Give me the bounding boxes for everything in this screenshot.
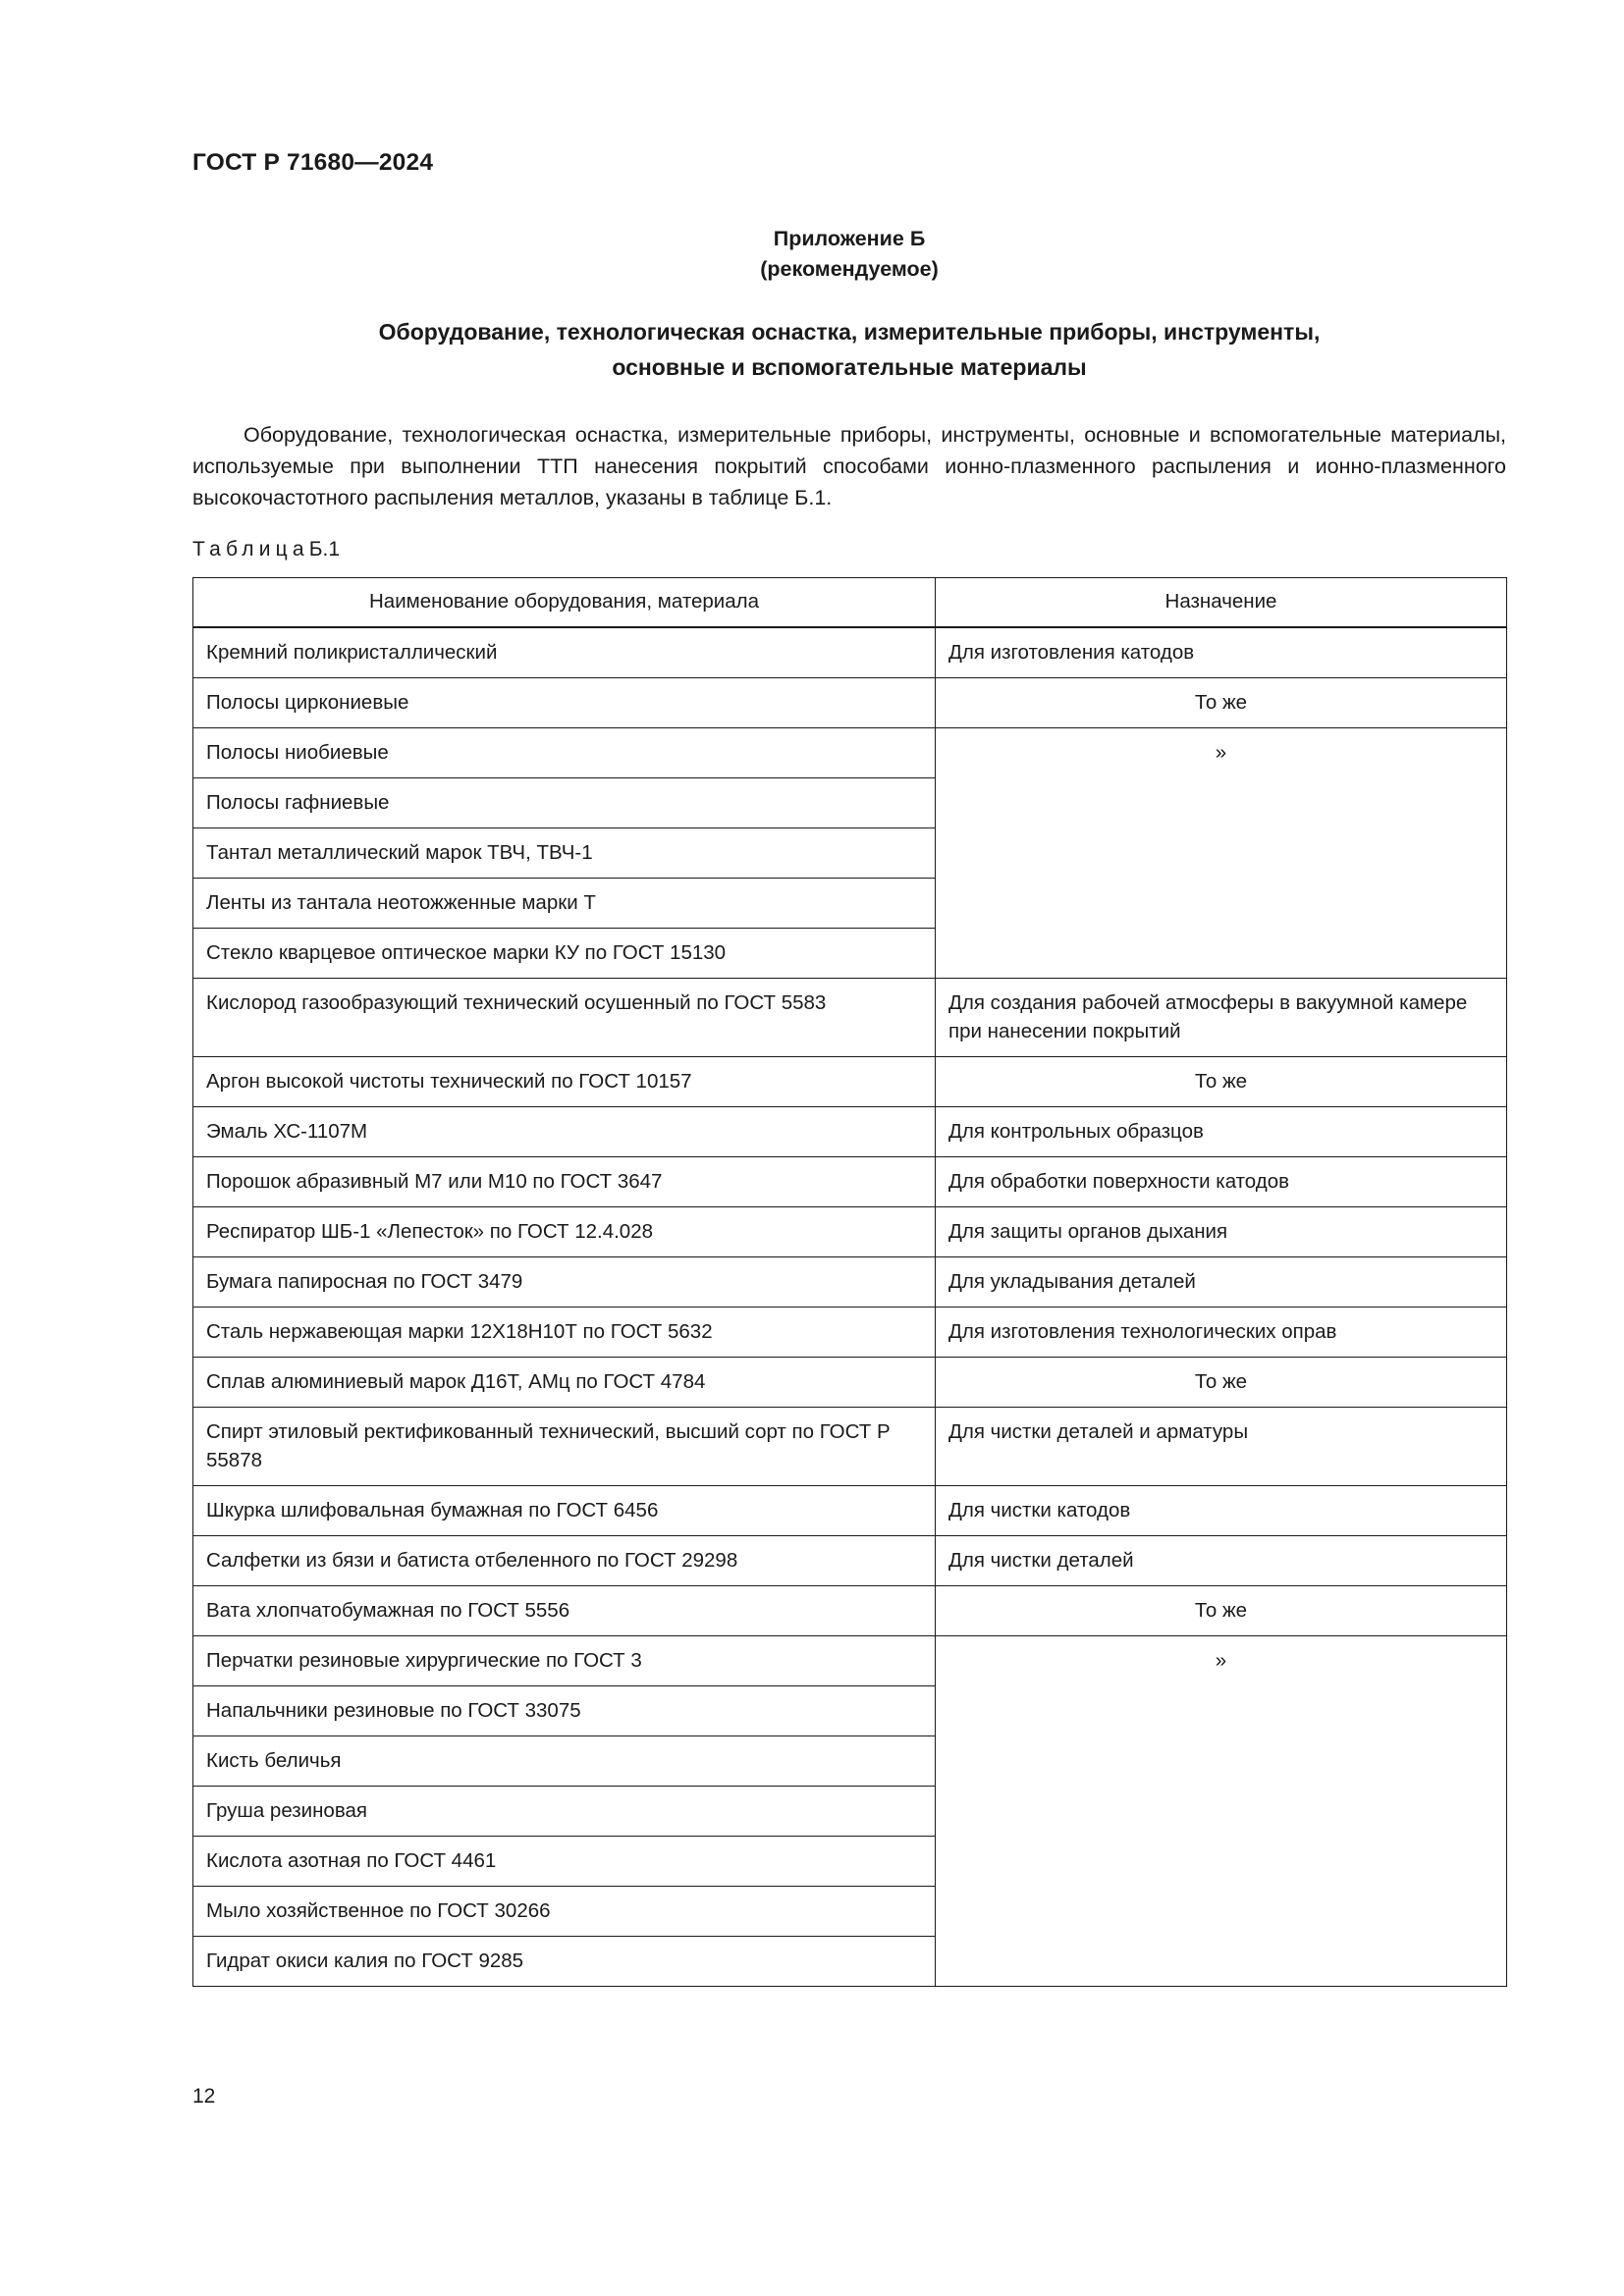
- cell-purpose: То же: [936, 1586, 1507, 1636]
- table-row: [193, 1157, 1507, 1207]
- table-row: [193, 1207, 1507, 1257]
- cell-equipment-name: Напальчники резиновые по ГОСТ 33075: [193, 1686, 936, 1736]
- cell-equipment-name: Респиратор ШБ-1 «Лепесток» по ГОСТ 12.4.028: [193, 1207, 936, 1257]
- cell-purpose: Для обработки поверхности катодов: [936, 1157, 1507, 1207]
- cell-equipment-name: Бумага папиросная по ГОСТ 3479: [193, 1257, 936, 1308]
- cell-equipment-name: Полосы ниобиевые: [193, 728, 936, 778]
- annex-heading-block: [192, 224, 1506, 385]
- cell-equipment-name: Сплав алюминиевый марок Д16Т, АМц по ГОСТ 4784: [193, 1358, 936, 1408]
- annex-label: Приложение Б: [773, 227, 926, 250]
- cell-purpose: »: [936, 1636, 1507, 1987]
- cell-purpose: Для чистки деталей: [936, 1536, 1507, 1586]
- annex-title: [192, 314, 1506, 385]
- table-caption-number: Б.1: [308, 538, 341, 561]
- cell-equipment-name: Порошок абразивный М7 или М10 по ГОСТ 3647: [193, 1157, 936, 1207]
- cell-equipment-name: Гидрат окиси калия по ГОСТ 9285: [193, 1937, 936, 1987]
- table-row: [193, 627, 1507, 678]
- cell-purpose: Для чистки катодов: [936, 1486, 1507, 1536]
- cell-equipment-name: Груша резиновая: [193, 1787, 936, 1837]
- cell-equipment-name: Полосы циркониевые: [193, 678, 936, 728]
- annex-title-line-1: Оборудование, технологическая оснастка, измерительные приборы, инструменты,: [378, 319, 1321, 345]
- cell-equipment-name: Кисть беличья: [193, 1736, 936, 1787]
- table-row: [193, 1107, 1507, 1157]
- cell-equipment-name: Кислота азотная по ГОСТ 4461: [193, 1837, 936, 1887]
- cell-purpose: Для создания рабочей атмосферы в вакуумной камере при нанесении покрытий: [936, 979, 1507, 1057]
- annex-title-line-2: основные и вспомогательные материалы: [612, 354, 1087, 380]
- table-row: [193, 1358, 1507, 1408]
- table-b1-wrapper: [192, 577, 1506, 1987]
- table-caption-word: Таблица: [192, 538, 309, 561]
- table-row: [193, 678, 1507, 728]
- table-body: [193, 627, 1507, 1987]
- cell-equipment-name: Полосы гафниевые: [193, 778, 936, 828]
- cell-purpose: То же: [936, 1358, 1507, 1408]
- cell-equipment-name: Сталь нержавеющая марки 12Х18Н10Т по ГОСТ 5632: [193, 1308, 936, 1358]
- cell-equipment-name: Спирт этиловый ректификованный технический, высший сорт по ГОСТ Р 55878: [193, 1408, 936, 1486]
- cell-purpose: Для изготовления катодов: [936, 627, 1507, 678]
- cell-purpose: То же: [936, 678, 1507, 728]
- table-row: [193, 1586, 1507, 1636]
- cell-purpose: Для чистки деталей и арматуры: [936, 1408, 1507, 1486]
- table-row: [193, 1536, 1507, 1586]
- cell-purpose: Для изготовления технологических оправ: [936, 1308, 1507, 1358]
- cell-equipment-name: Перчатки резиновые хирургические по ГОСТ 3: [193, 1636, 936, 1686]
- cell-purpose: Для защиты органов дыхания: [936, 1207, 1507, 1257]
- table-b1: [192, 577, 1507, 1987]
- table-row: [193, 1636, 1507, 1686]
- cell-equipment-name: Стекло кварцевое оптическое марки КУ по ГОСТ 15130: [193, 929, 936, 979]
- table-row: [193, 1308, 1507, 1358]
- intro-paragraph: Оборудование, технологическая оснастка, измерительные приборы, инструменты, основные и вспомогательные материалы, используемые при выполнении ТТП нанесения покрытий способами ионно-плазменного распыления и ионно-плазменного высокочастотного распыления металлов, указаны в таблице Б.1.: [192, 423, 1506, 509]
- cell-equipment-name: Кислород газообразующий технический осушенный по ГОСТ 5583: [193, 979, 936, 1057]
- table-row: [193, 979, 1507, 1057]
- column-header-name: Наименование оборудования, материала: [193, 578, 936, 628]
- cell-equipment-name: Кремний поликристаллический: [193, 627, 936, 678]
- table-row: [193, 1408, 1507, 1486]
- column-header-purpose: Назначение: [936, 578, 1507, 628]
- cell-equipment-name: Эмаль ХС-1107М: [193, 1107, 936, 1157]
- document-standard-header: ГОСТ Р 71680—2024: [192, 149, 434, 176]
- cell-equipment-name: Аргон высокой чистоты технический по ГОСТ 10157: [193, 1057, 936, 1107]
- cell-equipment-name: Вата хлопчатобумажная по ГОСТ 5556: [193, 1586, 936, 1636]
- cell-purpose: Для контрольных образцов: [936, 1107, 1507, 1157]
- table-row: [193, 1257, 1507, 1308]
- table-caption: [192, 538, 340, 561]
- cell-purpose: То же: [936, 1057, 1507, 1107]
- cell-equipment-name: Мыло хозяйственное по ГОСТ 30266: [193, 1887, 936, 1937]
- cell-equipment-name: Тантал металлический марок ТВЧ, ТВЧ-1: [193, 828, 936, 879]
- table-row: [193, 728, 1507, 778]
- table-row: [193, 1057, 1507, 1107]
- page-number: 12: [192, 2085, 216, 2108]
- cell-equipment-name: Шкурка шлифовальная бумажная по ГОСТ 6456: [193, 1486, 936, 1536]
- table-header-row: [193, 578, 1507, 628]
- annex-status: (рекомендуемое): [760, 257, 939, 281]
- cell-equipment-name: Ленты из тантала неотожженные марки Т: [193, 879, 936, 929]
- cell-purpose: »: [936, 728, 1507, 979]
- cell-equipment-name: Салфетки из бязи и батиста отбеленного по ГОСТ 29298: [193, 1536, 936, 1586]
- cell-purpose: Для укладывания деталей: [936, 1257, 1507, 1308]
- table-row: [193, 1486, 1507, 1536]
